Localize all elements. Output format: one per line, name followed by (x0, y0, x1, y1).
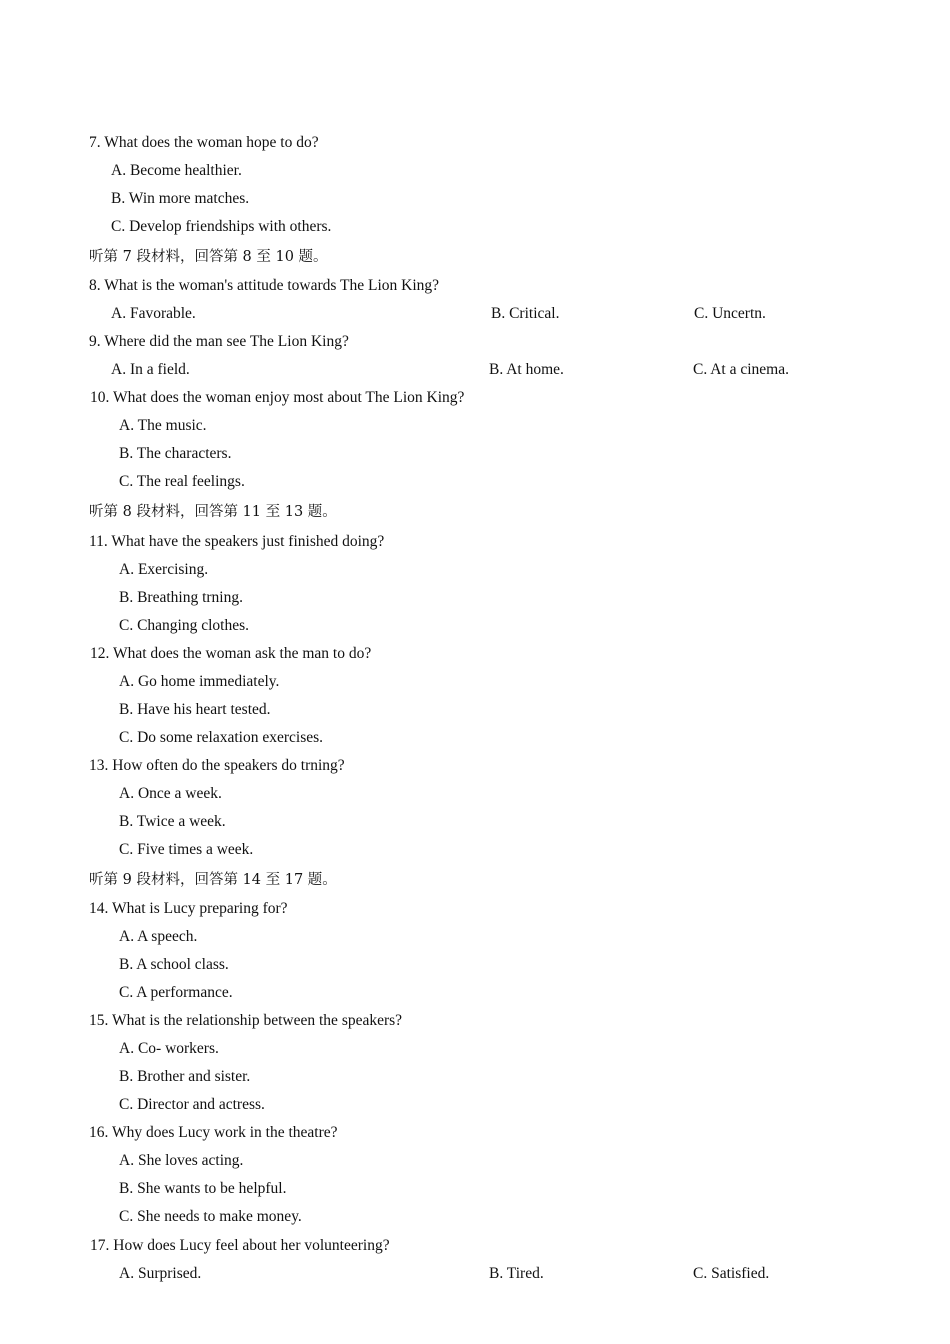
question-11-option-a: A. Exercising. (119, 561, 209, 578)
question-7-option-a: A. Become healthier. (111, 162, 242, 179)
question-17-option-b: B. Tired. (489, 1265, 544, 1282)
question-15-option-c: C. Director and actress. (119, 1096, 265, 1113)
question-13-option-a: A. Once a week. (119, 785, 222, 802)
question-8-stem: 8. What is the woman's attitude towards The Lion King? (89, 277, 440, 294)
question-7-option-b: B. Win more matches. (111, 190, 250, 207)
question-12-option-a: A. Go home immediately. (119, 673, 280, 690)
question-14-option-b: B. A school class. (119, 956, 229, 973)
question-14-option-a: A. A speech. (119, 928, 198, 945)
question-17-stem: 17. How does Lucy feel about her volunteering? (90, 1237, 390, 1254)
question-16-stem: 16. Why does Lucy work in the theatre? (89, 1124, 338, 1141)
question-9-stem: 9. Where did the man see The Lion King? (89, 333, 349, 350)
question-7-stem: 7. What does the woman hope to do? (89, 134, 319, 151)
question-12-option-c: C. Do some relaxation exercises. (119, 729, 324, 746)
question-9-option-c: C. At a cinema. (693, 361, 789, 378)
question-8-option-c: C. Uncertn. (694, 305, 766, 322)
question-16-option-b: B. She wants to be helpful. (119, 1180, 287, 1197)
question-13-option-c: C. Five times a week. (119, 841, 254, 858)
question-17-option-a: A. Surprised. (119, 1265, 202, 1282)
question-9-option-a: A. In a field. (111, 361, 190, 378)
question-13-option-b: B. Twice a week. (119, 813, 226, 830)
question-15-option-b: B. Brother and sister. (119, 1068, 251, 1085)
question-14-stem: 14. What is Lucy preparing for? (89, 900, 288, 917)
question-12-option-b: B. Have his heart tested. (119, 701, 271, 718)
question-15-option-a: A. Co- workers. (119, 1040, 219, 1057)
question-12-stem: 12. What does the woman ask the man to do? (90, 645, 372, 662)
question-14-option-c: C. A performance. (119, 984, 233, 1001)
question-8-option-b: B. Critical. (491, 305, 560, 322)
question-7-option-c: C. Develop friendships with others. (111, 218, 332, 235)
question-9-option-b: B. At home. (489, 361, 564, 378)
question-11-option-c: C. Changing clothes. (119, 617, 250, 634)
section-heading-8: 听第 8 段材料，回答第 11 至 13 题。 (89, 504, 337, 520)
question-16-option-a: A. She loves acting. (119, 1152, 244, 1169)
question-10-stem: 10. What does the woman enjoy most about The Lion King? (90, 389, 465, 406)
question-11-option-b: B. Breathing trning. (119, 589, 243, 606)
question-10-option-c: C. The real feelings. (119, 473, 245, 490)
section-heading-7: 听第 7 段材料，回答第 8 至 10 题。 (89, 249, 328, 265)
question-17-option-c: C. Satisfied. (693, 1265, 770, 1282)
question-11-stem: 11. What have the speakers just finished doing? (89, 533, 385, 550)
question-13-stem: 13. How often do the speakers do trning? (89, 757, 345, 774)
question-16-option-c: C. She needs to make money. (119, 1208, 302, 1225)
section-heading-9: 听第 9 段材料，回答第 14 至 17 题。 (89, 872, 337, 888)
question-10-option-a: A. The music. (119, 417, 207, 434)
question-10-option-b: B. The characters. (119, 445, 232, 462)
question-8-option-a: A. Favorable. (111, 305, 196, 322)
question-15-stem: 15. What is the relationship between the speakers? (89, 1012, 403, 1029)
